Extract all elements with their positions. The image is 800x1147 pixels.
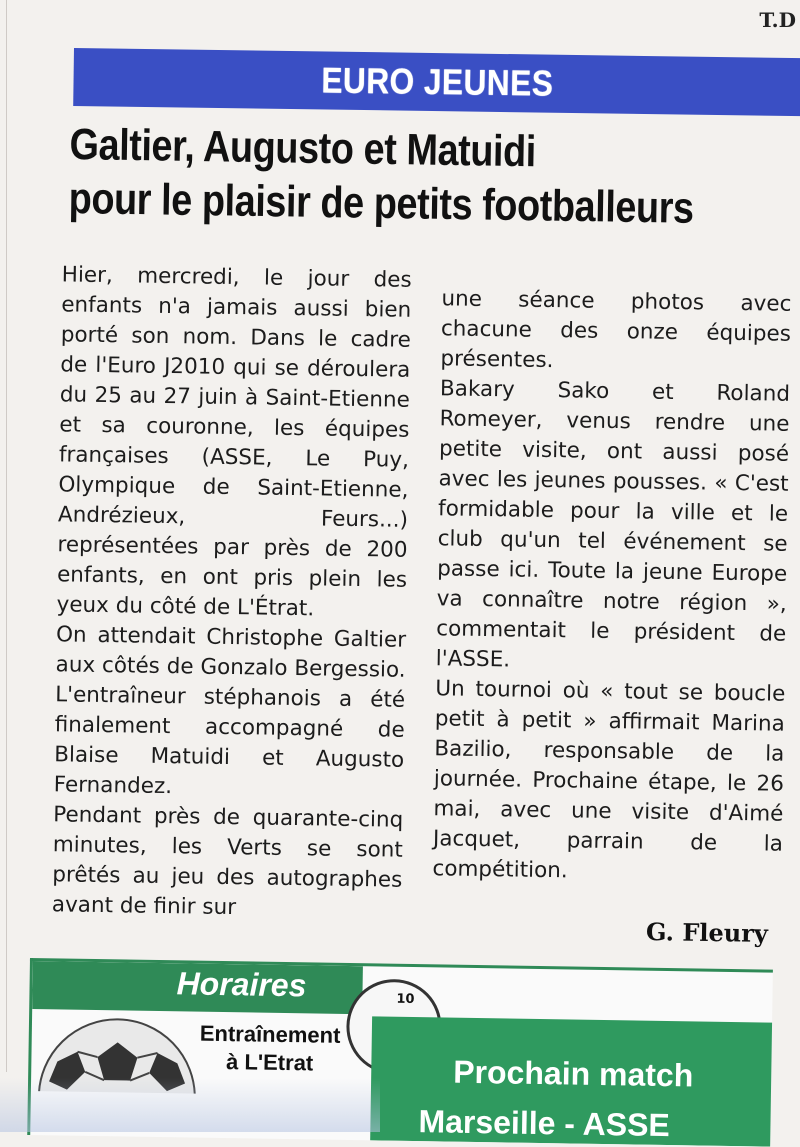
- paragraph: Pendant près de quarante-cinq minutes, les Verts se sont prêtés au jeu des autographes avant de finir sur: [51, 802, 404, 921]
- training-place: à L'Etrat: [225, 1049, 314, 1076]
- headline: [68, 118, 790, 237]
- section-header: [73, 48, 800, 116]
- paragraph: une séance photos avec chacune des onze équipes présentes.: [440, 286, 792, 374]
- scan-edge: [0, 1078, 380, 1132]
- author-signature: G. Fleury: [645, 917, 769, 948]
- article-column-right: [432, 284, 791, 889]
- section-title: EURO JEUNES: [321, 59, 554, 104]
- article-column-left: [52, 260, 412, 925]
- training-location: [199, 1020, 340, 1078]
- schedule-title: Horaires: [176, 965, 307, 1004]
- paragraph: Hier, mercredi, le jour des enfants n'a jamais aussi bien porté son nom. Dans le cadre de l'Euro J2010 qui se déroulera du 25 au 27 juin à Saint-Etienne et sa couronne, les équipes françaises (ASSE, Le Puy, Olympique de Saint-Etienne, Andrézieux, Feurs...) représentées par près de 200 enfants, en ont pris plein les yeux du côté de L'Étrat.: [56, 262, 412, 622]
- margin-line: [6, 0, 7, 1072]
- clock-label-10: 10: [396, 991, 415, 1008]
- paragraph: Bakary Sako et Roland Romeyer, venus rendre une petite visite, ont aussi posé avec les jeunes pousses. « C'est formidable pour la ville et le club qu'un tel événement se passe ici. Toute la jeune Europe va connaître notre région », commentait le président de l'ASSE.: [435, 376, 791, 673]
- next-match-title: Prochain match: [452, 1053, 694, 1094]
- training-label: Entraînement: [199, 1020, 341, 1048]
- headline-line-2: pour le plaisir de petits footballeurs: [68, 173, 694, 233]
- paragraph: Un tournoi où « tout se boucle petit à petit » affirmait Marina Bazilio, responsable de la journée. Prochaine étape, le 26 mai, avec une visite d'Aimé Jacquet, parrain de la compétition.: [432, 676, 786, 884]
- next-match-band: [370, 1016, 773, 1146]
- page-id: T.D: [759, 8, 796, 32]
- next-match-teams: Marseille - ASSE: [418, 1103, 671, 1144]
- paragraph: On attendait Christophe Galtier aux côtés de Gonzalo Bergessio. L'entraîneur stéphanois a été finalement accompagné de Blaise Matuidi et Augusto Fernandez.: [53, 622, 407, 800]
- article-body: [29, 260, 800, 952]
- headline-line-1: Galtier, Augusto et Matuidi: [69, 119, 537, 177]
